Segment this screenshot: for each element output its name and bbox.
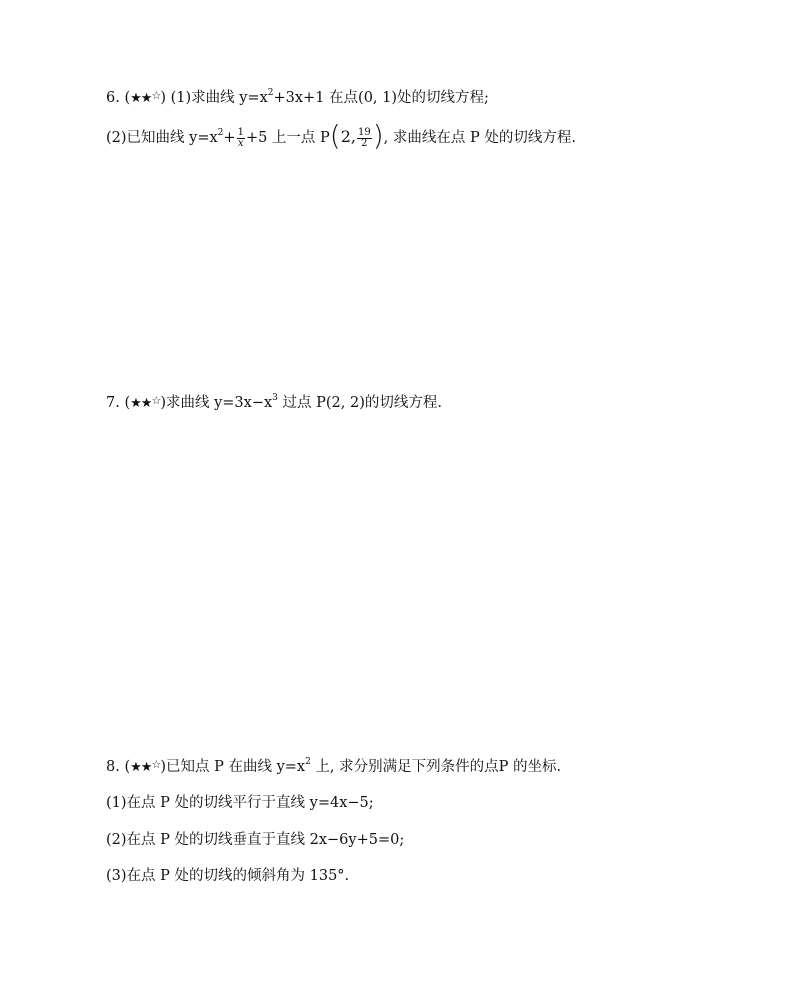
exponent: 2 bbox=[267, 88, 274, 99]
question-text: +5 上一点 P bbox=[245, 130, 330, 146]
problem-7 bbox=[106, 393, 442, 414]
problem-number: 8. bbox=[106, 759, 120, 775]
fraction-denominator: x bbox=[237, 137, 244, 149]
empty-star-icon: ☆ bbox=[151, 89, 161, 102]
difficulty-stars: (★★☆) bbox=[124, 89, 166, 106]
filled-stars-icon: ★★ bbox=[130, 91, 152, 106]
exponent: 2 bbox=[217, 128, 224, 139]
close-paren: ) bbox=[372, 119, 384, 152]
problem-8-item-1: (1)在点 P 处的切线平行于直线 y=4x−5; bbox=[106, 795, 374, 811]
fraction-numerator: 19 bbox=[358, 126, 371, 138]
plus-sign: + bbox=[223, 130, 236, 146]
problem-6-line-2 bbox=[106, 119, 576, 152]
question-text: 上, 求分别满足下列条件的点P 的坐标. bbox=[310, 759, 562, 775]
point-x: 2, bbox=[340, 127, 356, 146]
empty-star-icon: ☆ bbox=[151, 758, 161, 771]
fraction-denominator: 2 bbox=[361, 137, 368, 149]
question-text: 过点 P(2, 2)的切线方程. bbox=[277, 395, 442, 411]
open-paren: ( bbox=[329, 119, 341, 152]
problem-8-item-3: (3)在点 P 处的切线的倾斜角为 135°. bbox=[106, 868, 350, 884]
question-text: +3x+1 在点(0, 1)处的切线方程; bbox=[273, 90, 489, 106]
problem-8-item-2: (2)在点 P 处的切线垂直于直线 2x−6y+5=0; bbox=[106, 832, 405, 848]
question-text: (2)已知曲线 y=x bbox=[106, 130, 218, 146]
fraction bbox=[237, 128, 245, 149]
question-text: 已知点 P 在曲线 y=x bbox=[165, 759, 306, 775]
problem-6-line-1 bbox=[106, 88, 489, 109]
question-text: , 求曲线在点 P 处的切线方程. bbox=[383, 130, 576, 146]
fraction-numerator: 1 bbox=[237, 126, 244, 138]
point-fraction bbox=[357, 128, 372, 149]
exponent: 3 bbox=[272, 393, 278, 404]
exponent: 2 bbox=[305, 757, 311, 768]
problem-8 bbox=[106, 757, 561, 778]
question-text: (1)求曲线 y=x bbox=[170, 90, 268, 106]
question-text: 求曲线 y=3x−x bbox=[165, 395, 273, 411]
problem-number: 6. bbox=[106, 90, 120, 106]
filled-stars-icon: ★★ bbox=[130, 396, 152, 411]
empty-star-icon: ☆ bbox=[151, 394, 161, 407]
filled-stars-icon: ★★ bbox=[130, 760, 152, 775]
difficulty-stars: (★★☆) bbox=[124, 758, 166, 775]
difficulty-stars: (★★☆) bbox=[124, 394, 166, 411]
problem-number: 7. bbox=[106, 395, 120, 411]
